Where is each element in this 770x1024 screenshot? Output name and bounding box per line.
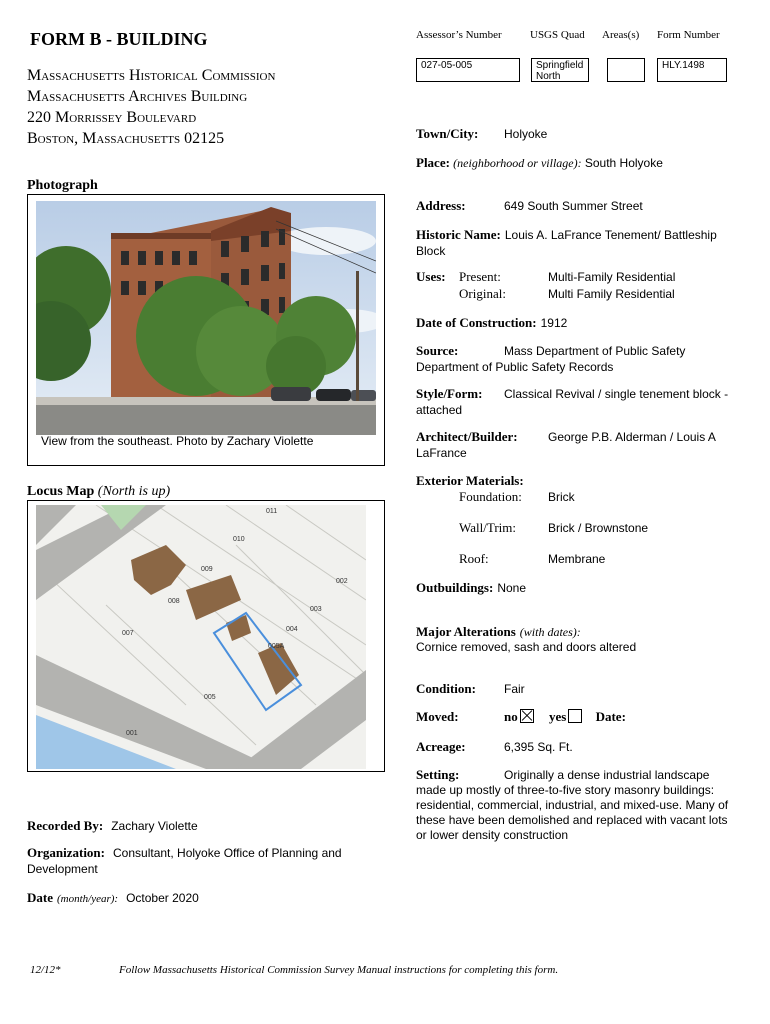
form-number-value: HLY.1498 — [662, 60, 705, 71]
usgs-quad-field[interactable] — [531, 58, 589, 82]
parcel-label-002: 002 — [336, 578, 348, 585]
moved-yes-checkbox[interactable] — [568, 709, 582, 723]
parcel-label-008: 008 — [168, 598, 180, 605]
footer-code: 12/12* — [30, 964, 61, 976]
alterations-value: Cornice removed, sash and doors altered — [416, 640, 637, 654]
walltrim-label: Wall/Trim: — [459, 520, 516, 535]
parcel-label-007: 007 — [122, 630, 134, 637]
commission-line-3: 220 Morrissey Boulevard — [27, 109, 197, 126]
date-label: Date — [27, 890, 53, 905]
walltrim-value: Brick / Brownstone — [548, 521, 649, 535]
address-label: Address: — [416, 198, 466, 213]
roof-label: Roof: — [459, 551, 489, 566]
foundation-label: Foundation: — [459, 489, 522, 504]
architect-value-line-2: LaFrance — [416, 446, 467, 460]
photograph-frame — [27, 194, 385, 466]
date-construction-value: 1912 — [540, 316, 568, 330]
place-label: Place: — [416, 155, 450, 170]
locus-map — [36, 505, 366, 769]
organization-value-line-2: Development — [27, 862, 98, 876]
alterations-label: Major Alterations — [416, 624, 516, 639]
photograph-heading: Photograph — [27, 178, 98, 193]
parcel-label-004: 004 — [286, 626, 298, 633]
date-value: October 2020 — [126, 891, 199, 905]
outbuildings-row — [416, 579, 526, 597]
moved-no-label: no — [504, 709, 518, 724]
place-row — [416, 155, 663, 171]
source-value-line-1: Mass Department of Public Safety — [504, 344, 686, 358]
usgs-quad-value-line-1: Springfield — [536, 60, 584, 71]
moved-date-label: Date: — [595, 709, 626, 724]
areas-field[interactable] — [607, 58, 645, 82]
locus-map-note: (North is up) — [97, 484, 171, 499]
locus-map-frame — [27, 500, 385, 772]
usgs-quad-label: USGS Quad — [530, 29, 585, 41]
roof-value: Membrane — [548, 552, 606, 566]
setting-value-line-3: residential, commercial, industrial, and mixed-use. Many of — [416, 798, 729, 812]
organization-row — [27, 845, 387, 877]
outbuildings-value: None — [497, 581, 527, 595]
source-value-line-2: Department of Public Safety Records — [416, 360, 614, 374]
recorded-by-value: Zachary Violette — [111, 819, 198, 833]
parcel-label-003: 003 — [310, 606, 322, 613]
recorded-by-row — [27, 817, 198, 835]
setting-label: Setting: — [416, 767, 460, 782]
historic-name-row — [416, 227, 756, 259]
commission-line-4: Boston, Massachusetts 02125 — [27, 130, 225, 147]
style-label: Style/Form: — [416, 386, 483, 401]
locus-map-heading: Locus Map — [27, 484, 95, 499]
parcel-label-010: 010 — [233, 536, 245, 543]
historic-name-value-line-1: Louis A. LaFrance Tenement/ Battleship — [504, 228, 717, 242]
setting-value-line-4: these have been demolished and replaced with vacant lots — [416, 813, 728, 827]
original-label: Original: — [459, 286, 506, 301]
architect-value-line-1: George P.B. Alderman / Louis A — [548, 430, 716, 444]
assessor-number-label: Assessor’s Number — [416, 29, 502, 41]
date-construction-label: Date of Construction: — [416, 315, 537, 330]
foundation-value: Brick — [548, 490, 575, 504]
areas-label: Areas(s) — [602, 29, 640, 41]
date-construction-row — [416, 314, 567, 332]
historic-name-label: Historic Name: — [416, 227, 501, 242]
moved-no-checkbox[interactable] — [520, 709, 534, 723]
exterior-materials-label: Exterior Materials: — [416, 473, 524, 488]
style-value-line-2: attached — [416, 403, 463, 417]
date-note: (month/year): — [57, 893, 119, 905]
assessor-number-field[interactable] — [416, 58, 520, 82]
place-value: South Holyoke — [584, 156, 663, 170]
address-value: 649 South Summer Street — [504, 199, 643, 213]
building-photo — [36, 201, 376, 435]
acreage-value: 6,395 Sq. Ft. — [504, 740, 573, 754]
uses-label: Uses: — [416, 269, 446, 284]
source-label: Source: — [416, 343, 459, 358]
original-value: Multi Family Residential — [548, 287, 675, 301]
setting-value-line-5: or lower density construction — [416, 828, 569, 842]
commission-line-2: Massachusetts Archives Building — [27, 88, 248, 105]
alterations-row — [416, 623, 581, 641]
organization-value-line-1: Consultant, Holyoke Office of Planning and — [113, 846, 342, 860]
parcel-label-011: 011 — [266, 508, 278, 515]
recorded-by-label: Recorded By: — [27, 818, 104, 833]
acreage-label: Acreage: — [416, 739, 466, 754]
setting-value-rest — [416, 783, 728, 843]
form-title: FORM B - BUILDING — [30, 29, 208, 49]
setting-value-line-1: Originally a dense industrial landscape — [504, 768, 710, 782]
present-value: Multi-Family Residential — [548, 270, 676, 284]
commission-address — [27, 65, 275, 149]
moved-label: Moved: — [416, 709, 459, 724]
place-note: (neighborhood or village): — [453, 156, 582, 170]
assessor-number-value: 027-05-005 — [421, 60, 473, 71]
locus-map-heading-row — [27, 484, 170, 500]
footer-instructions: Follow Massachusetts Historical Commission Survey Manual instructions for completing this form. — [119, 964, 559, 976]
present-label: Present: — [459, 269, 501, 284]
condition-label: Condition: — [416, 681, 476, 696]
style-value-line-1: Classical Revival / single tenement block - — [504, 387, 729, 401]
parcel-label-009: 009 — [201, 566, 213, 573]
usgs-quad-value-line-2: North — [536, 71, 561, 82]
photograph-caption: View from the southeast. Photo by Zachary Violette — [41, 434, 314, 448]
form-number-label: Form Number — [657, 29, 720, 41]
town-value: Holyoke — [504, 127, 548, 141]
condition-value: Fair — [504, 682, 525, 696]
architect-label: Architect/Builder: — [416, 429, 518, 444]
parcel-label-001: 001 — [126, 730, 138, 737]
outbuildings-label: Outbuildings: — [416, 580, 494, 595]
organization-label: Organization: — [27, 845, 105, 860]
historic-name-value-line-2: Block — [416, 244, 446, 258]
alterations-note: (with dates): — [519, 625, 581, 639]
setting-value-line-2: made up mostly of three-to-five story masonry buildings: — [416, 783, 715, 797]
parcel-label-005: 005 — [204, 694, 216, 701]
moved-options — [504, 709, 626, 725]
parcel-label-005a: 005A — [268, 643, 285, 650]
moved-yes-label: yes — [548, 709, 567, 724]
commission-line-1: Massachusetts Historical Commission — [27, 67, 276, 84]
town-label: Town/City: — [416, 126, 479, 141]
form-number-field[interactable] — [657, 58, 727, 82]
date-row — [27, 889, 199, 907]
